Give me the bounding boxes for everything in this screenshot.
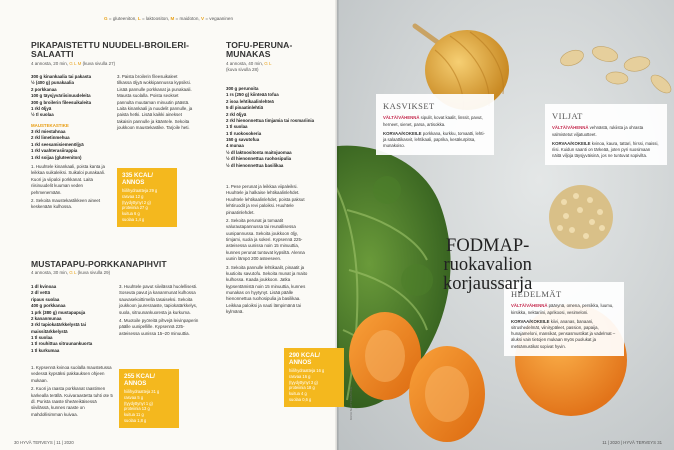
section-heading: VILJAT xyxy=(552,111,583,121)
label-hedelmat: HEDELMÄT VÄLTÄ/VÄHENNÄ päärynä, omena, persikka, luumu, kirsikka, nektariini, aprikoosi, vesimeloni. KORVAA/KOKEILE kiivi, ananas, banaani, sitrushedelmät, viinirypäleet, passion, papaija, hunajameloni, mansikat, pensasmustikat ja vadelmat – aluksi vain tietojen mukaan myös puolukat ja metsämustikat sopivat hyvin. xyxy=(504,282,624,356)
recipe-title: MUSTAPAPU-PORKKANAPIHVIT xyxy=(31,259,167,269)
recipe-meta: 4 annosta, 20 min, G L M (kuva sivulla 27) xyxy=(31,60,116,66)
section-heading: KASVIKSET xyxy=(383,101,435,111)
right-page xyxy=(337,0,674,450)
section-heading: HEDELMÄT xyxy=(511,289,562,299)
label-kasvikset: KASVIKSET VÄLTÄ/VÄHENNÄ sipulit, kovat kaalit, linssit, pavut, herneet, sienet, parsa, artisokka. KORVAA/KOKEILE porkkana, kurkku, tomaatti, lehti- ja salaattikasvit, lehtikaali, paprika, kesäkurpitsa, munakoiso. xyxy=(376,94,494,155)
recipe-meta: 4 annosta, 40 min, G L (kuva sivulla 28) xyxy=(226,60,272,73)
legend-mark: L xyxy=(137,16,141,21)
ingredient-list: 1 dl kvinoaa 2 dl vettä ripaus suolaa 400 g porkkanaa 1 prk (380 g) mustapapuja 2 kananmunaa 3 rkl tapiokatärkkelystä tai maissitärkkelystä 1 tl suolaa 1 tl rouhittua sitruunankuorta 1 tl kurkumaa xyxy=(31,284,93,353)
recipe-steps: 3. Huuhtele pavut siivilässä huolellisesti. Soseuta pavut ja kananmunat kulhossa sauvasekoittimella tasaiseksi. Sekoita joukkoon juuresraaste, tapiokatärkkelys, suola, sitruunankuoresta ja kurkuma. 4. Muotoile pyöreitä pihvejä leivinpaperin päälle uunipellille. Kypsennä 225-asteisessa uunissa 15–20 minuuttia. xyxy=(119,284,199,336)
legend-mark: G xyxy=(104,16,108,21)
legend-mark: M xyxy=(170,16,175,21)
quinoa-icon xyxy=(546,182,616,252)
recipe-mustapapu xyxy=(31,260,221,281)
nutrition-box: 255 KCAL/ ANNOS hiilihydraatteja 31 g rasvaa 5 g (tyydyttynyt 1 g) proteiinia 13 g kuitua 11 g suolaa 1,8 g xyxy=(119,369,179,428)
feature-title: FODMAP- ruokavalion korjaussarja xyxy=(443,236,533,294)
dressing-heading: MAUSTEKASTIKE xyxy=(31,122,69,128)
recipe-tofu xyxy=(226,41,326,78)
recipe-steps: 1. Pese perunat ja leikkaa viipaleiksi. Huuhtele ja halkaise lehtikaalinlehdet. Huuhtele lehtikaalinlehdet, poista paksut lehtiruodit ja revi paloiksi. Huuhtele pinaatinlehdet. 2. Sekoita perunat ja tomaatit valurautapannussa tai reunallisessa uunipannussa. Sekoita joukkoon öljy, timjami, suola ja sokeri. Kypsennä 225-asteisessa uunissa noin 15 minuuttia, kunnes perunat tuntuvat kypsiltä. Alenna uunin lämpö 200 asteeseen. 3. Sekoita pannulle lehtikaalit, pinaatit ja kuutioitu savutofu. Sekoita munat ja maito kulhossa. Kaada joukkoon. Jatka kypsentämistä noin 15 minuuttia, kunnes munakas on hyytynyt. Lisää päälle hienonnettua ruohosipulia ja basilikaa. Leikkaa paloiksi ja nauti lämpimänä tai kylmänä. xyxy=(226,184,308,315)
page-folio-right: 11 | 2020 | HYVÄ TERVEYS 31 xyxy=(602,440,662,445)
page-folio-left: 30 HYVÄ TERVEYS | 11 | 2020 xyxy=(14,440,74,445)
ingredient-list: 300 g kinankaalia tai pakasta ½ (400 g) punakaalia 2 porkkanaa 100 g täysjyväriisinuudeleita 300 g broilerin fileesuikaleita 1 rkl öljyä ½ tl suolaa MAUSTEKASTIKE 3 rkl miestahnaa 2 rkl limetinmehua 1 rkl seesamisiemenöljyä 1 rkl vaahterasiirappia 1 rkl soijaa (gluteeniton) xyxy=(31,74,111,161)
recipe-title: PIKAPAISTETTU NUUDELI-BROILERI- SALAATTI xyxy=(31,40,190,60)
legend-label: = gluteeniton, xyxy=(108,16,137,21)
legend-label: = maidoton, xyxy=(175,16,200,21)
label-viljat: VILJAT VÄLTÄ/VÄHENNÄ vehnästä, rukiista ja ohrasta valmistetut viljatuotteet. KORVAA/KOKEILE kvinoa, kaura, tattari, hirssi, maissi, riisi. Kuidun saanti on tärkeää, joten pyri suosimaan näitä viljoja täysjyväisinä, jos ne tuntuvat sopivilta. xyxy=(545,104,667,165)
recipe-title: TOFU-PERUNA- MUNAKAS xyxy=(226,40,293,60)
recipe-steps: 1. Kypsennä kvinoa suolalla maustetussa vedessä kypsäksi pakkauksen ohjeen mukaan. 2. Kuori ja raasta porkkanat raastimen karkealla terällä. Kuivaraastetta tuhti ote 5 dl. Purista raaste tiheäreikäisessä siivilässä, kunnes raaste on mahdollisimman kuivaa. xyxy=(31,365,113,417)
recipe-nuudeli xyxy=(31,41,191,71)
legend-mark: V xyxy=(200,16,205,21)
recipe-meta: 4 annosta, 30 min, G L (kuva sivulla 29) xyxy=(31,270,111,276)
diet-legend xyxy=(104,16,233,21)
nutrition-box: 335 KCAL/ ANNOS hiilihydraatteja 29 g rasvaa 12 g (tyydyttynyt 2 g) proteiinia 27 g kuitua 6 g suolaa 1,4 g xyxy=(117,168,177,227)
carrot-icon xyxy=(341,298,486,450)
legend-label: = vegaaninen xyxy=(205,16,234,21)
photo-credit: KUVA SHUTTERSTOCK xyxy=(349,386,353,420)
recipe-steps: 3. Paista broilerin fileesuikaleet tilkassa öljyä wokkipannussa kypsiksi. Lisää pannulle porkkanat ja punakaali. Mausta suolalla. Poista seokset pannulta muutaman minuutin päästä. Laita kinankaali ja nuudelit pannulle, ja paista hetki. Lisää kaikki ainekset takaisin pannulle ja kääntele. Sekoita joukkoon maustekastike. Tarjoile heti. xyxy=(117,74,193,130)
legend-label: = laktoositon, xyxy=(141,16,170,21)
recipe-steps: 1. Huuhtele kinankaali, poista kanta ja leikkaa suikaleiksi. Suikaloi punakaali. Kuori ja viipaloi porkkanat. Laita riisinuudelit kuuman veden pehmenemään. 2. Sekoita maustekastikkeen aineet keskenään kulhossa. xyxy=(31,164,105,210)
nutrition-box: 290 KCAL/ ANNOS hiilihydraatteja 16 g rasvaa 16 g (tyydyttynyt 3 g) proteiinia 18 g kuitua 4 g suolaa 0,6 g xyxy=(284,348,344,407)
ingredient-list: 300 g perunoita 1 rs (250 g) kiinteää tofua 2 isoa lehtikaalinlehteä 5 dl pinaatinlehtiä 2 rkl öljyä 2 rkl hienonnettua timjamia tai rosmariinia 1 tl suolaa 1 tl ruokosokeria 150 g savutofua 4 munaa ½ dl laktoositonta maitojuomaa ½ dl hienonnettua ruohosipulia ½ dl hienonnettua basilikaa xyxy=(226,86,315,168)
